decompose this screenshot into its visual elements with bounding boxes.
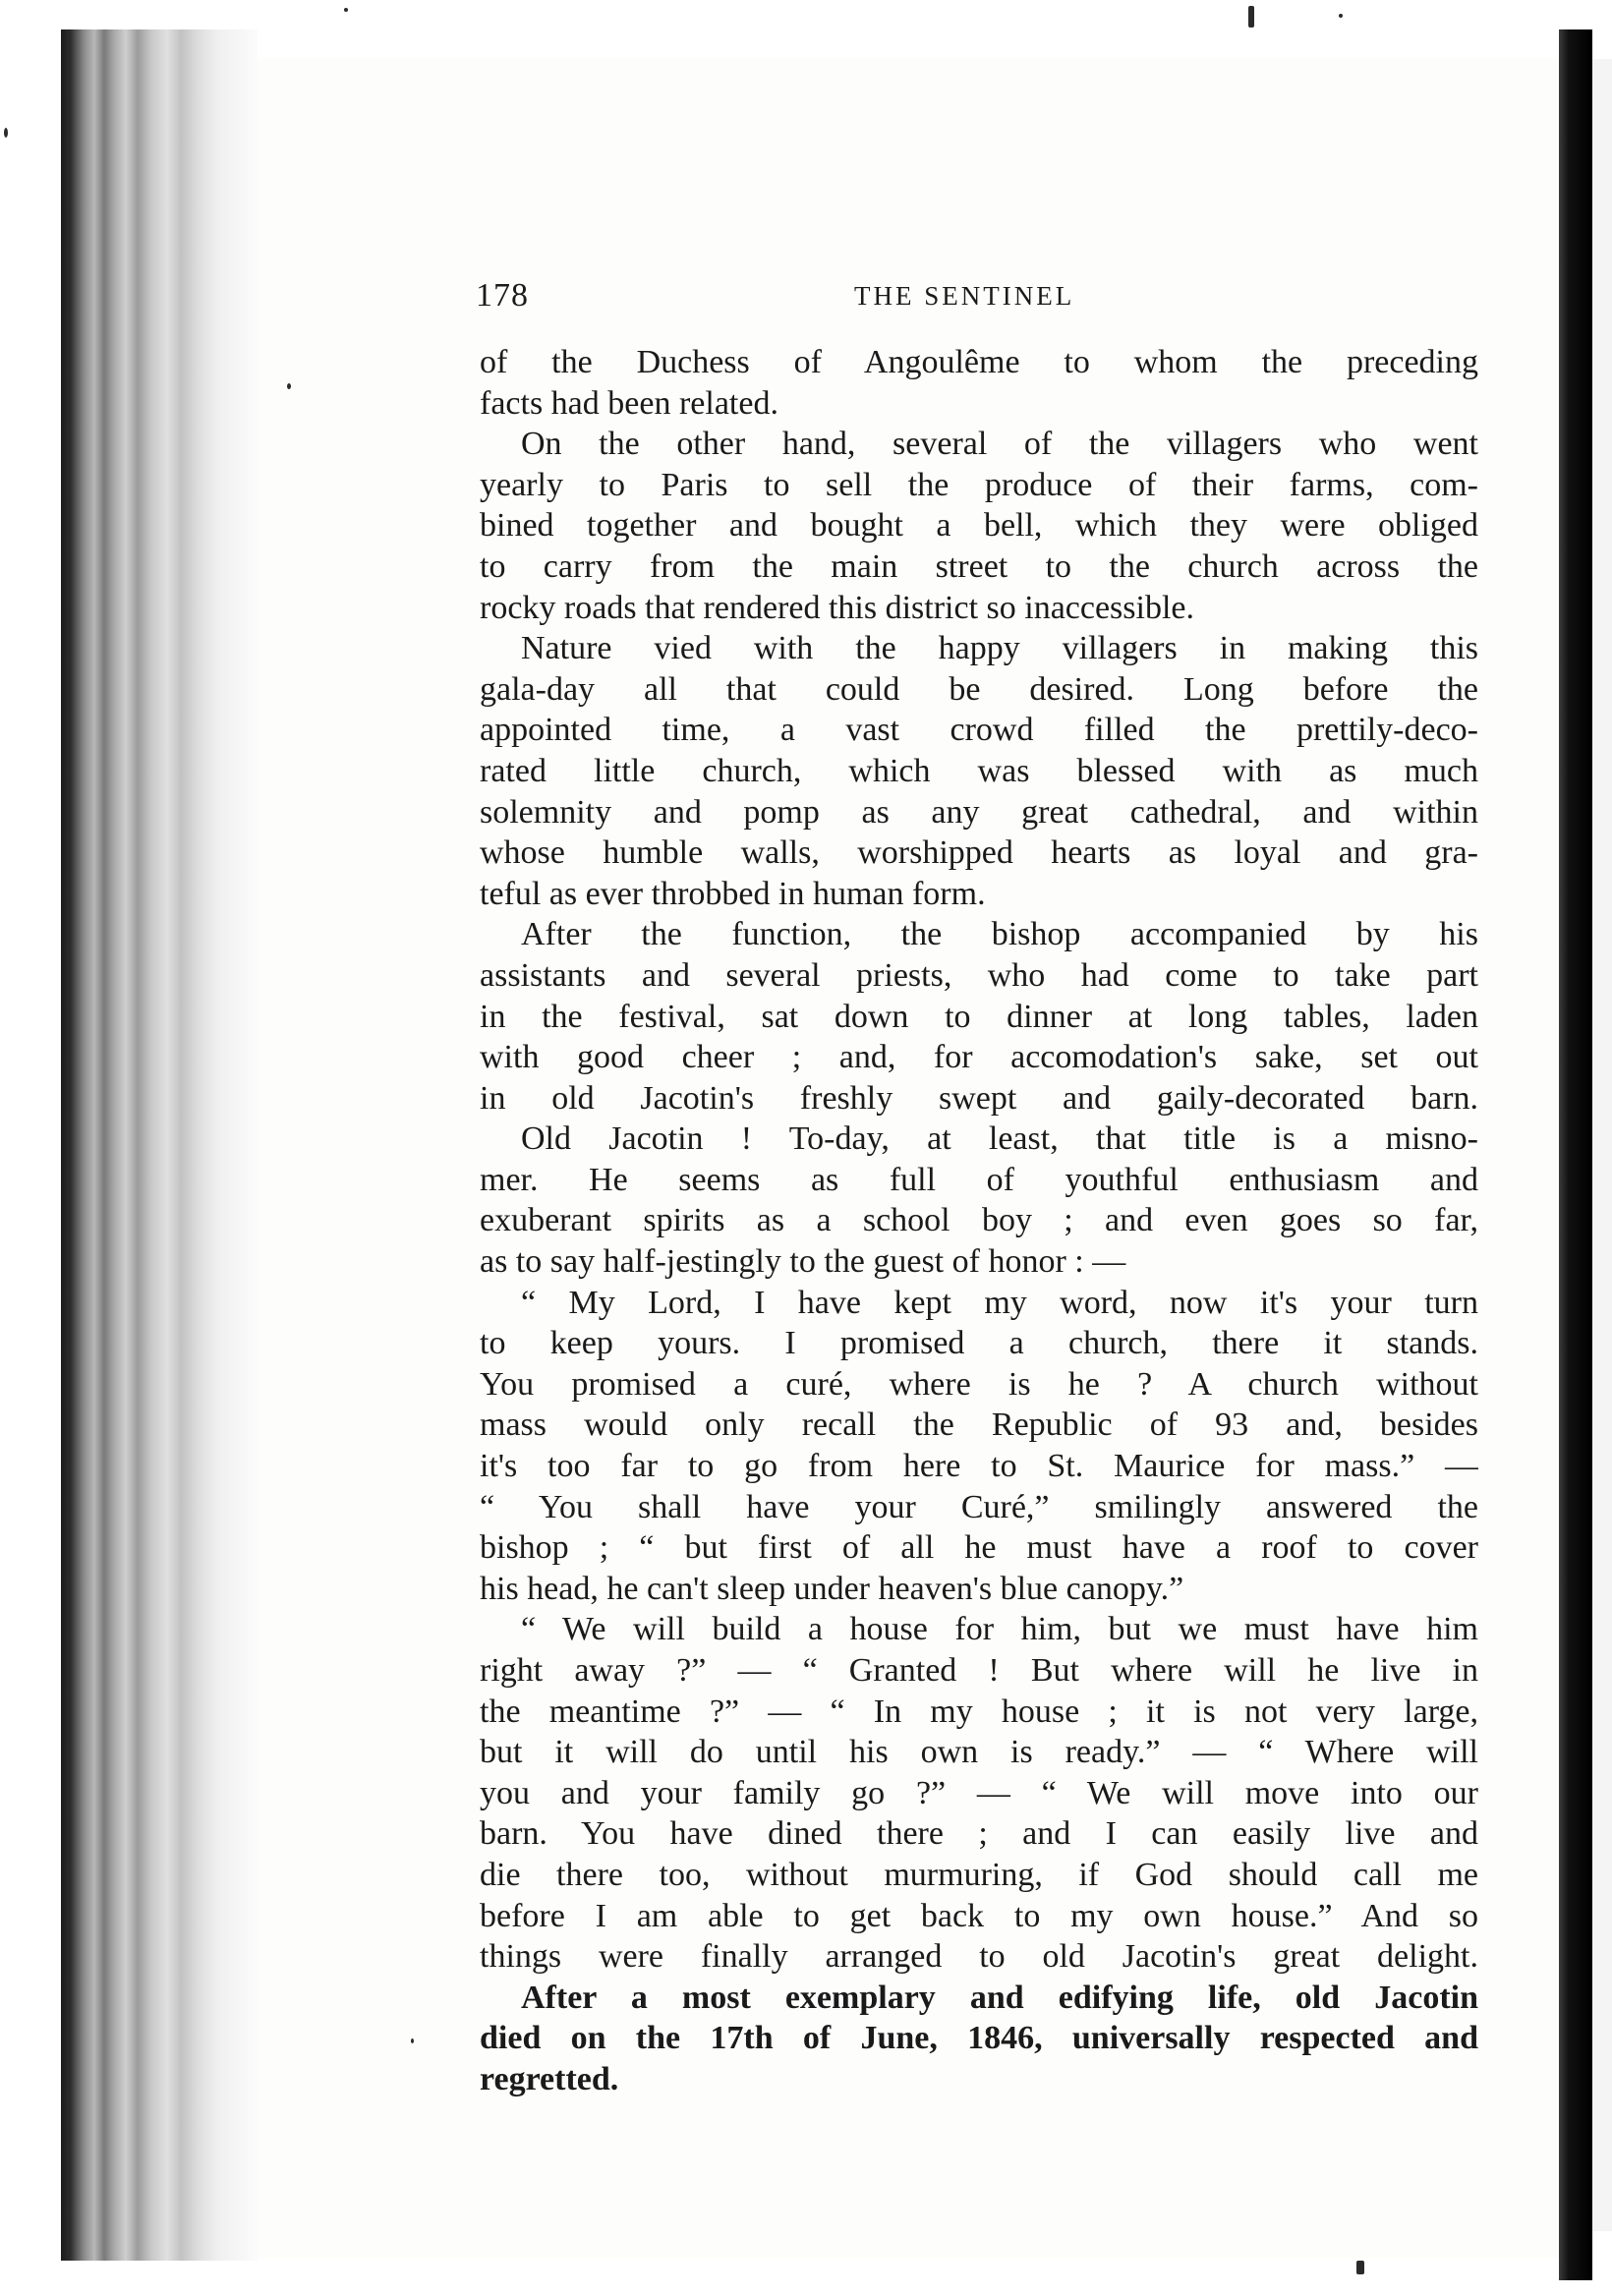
text-line: “ You shall have your Curé,” smilingly answered the [480, 1488, 1478, 1525]
book-page-edges [61, 29, 258, 2261]
text-line: “ My Lord, I have kept my word, now it's your turn [521, 1284, 1478, 1321]
text-line: but it will do until his own is ready.” — “ Where will [480, 1734, 1478, 1771]
text-line: facts had been related. [480, 384, 778, 422]
text-line: regretted. [480, 2060, 619, 2097]
text-line: rocky roads that rendered this district so inaccessible. [480, 589, 1194, 626]
text-line: solemnity and pomp as any great cathedral, and within [480, 793, 1478, 831]
text-line: exuberant spirits as a school boy ; and even goes so far, [480, 1202, 1478, 1239]
text-line: Nature vied with the happy villagers in making this [521, 630, 1478, 667]
text-line: things were finally arranged to old Jacotin's great delight. [480, 1938, 1478, 1976]
page-number: 178 [476, 277, 529, 314]
text-line: appointed time, a vast crowd filled the prettily-deco- [480, 712, 1478, 749]
text-line: as to say half-jestingly to the guest of honor : — [480, 1243, 1126, 1281]
text-line: rated little church, which was blessed with as much [480, 752, 1478, 789]
text-line: whose humble walls, worshipped hearts as loyal and gra- [480, 834, 1478, 872]
text-line: die there too, without murmuring, if God should call me [480, 1856, 1478, 1893]
text-line: On the other hand, several of the villagers who went [521, 426, 1478, 463]
text-line: his head, he can't sleep under heaven's blue canopy.” [480, 1570, 1184, 1607]
scan-speck [287, 383, 291, 389]
text-line: mer. He seems as full of youthful enthusiasm and [480, 1161, 1478, 1198]
text-line: teful as ever throbbed in human form. [480, 875, 986, 912]
text-line: After a most exemplary and edifying life, old Jacotin [521, 1979, 1478, 2016]
scan-margin-left [0, 0, 61, 2296]
text-line: the meantime ?” — “ In my house ; it is not very large, [480, 1693, 1478, 1730]
text-line: bined together and bought a bell, which they were obliged [480, 507, 1478, 545]
text-line: to carry from the main street to the church across the [480, 547, 1478, 585]
text-line: in old Jacotin's freshly swept and gaily-decorated barn. [480, 1079, 1478, 1117]
text-line: of the Duchess of Angoulême to whom the preceding [480, 344, 1478, 380]
scan-speck [4, 128, 8, 138]
running-title: THE SENTINEL [854, 281, 1075, 311]
page-header [476, 277, 1478, 316]
text-line: bishop ; “ but first of all he must have a roof to cover [480, 1529, 1478, 1567]
text-line: to keep yours. I promised a church, there it stands. [480, 1325, 1478, 1362]
text-line: yearly to Paris to sell the produce of their farms, com- [480, 466, 1478, 503]
text-line: right away ?” — “ Granted ! But where will he live in [480, 1652, 1478, 1689]
text-line: it's too far to go from here to St. Maurice for mass.” — [480, 1448, 1478, 1485]
text-line: before I am able to get back to my own house.” And so [480, 1897, 1478, 1934]
text-line: you and your family go ?” — “ We will move into our [480, 1774, 1478, 1811]
scan-speck [1339, 14, 1343, 18]
text-line: with good cheer ; and, for accomodation's sake, set out [480, 1039, 1478, 1076]
text-line: Old Jacotin ! To-day, at least, that title is a misno- [521, 1120, 1478, 1158]
book-gutter-shadow [1559, 29, 1592, 2280]
body-text [480, 342, 1478, 2100]
text-line: gala-day all that could be desired. Long before the [480, 670, 1478, 708]
text-line: in the festival, sat down to dinner at long tables, laden [480, 998, 1478, 1035]
scan-speck [411, 2038, 414, 2043]
scan-speck [1248, 6, 1254, 28]
text-line: died on the 17th of June, 1846, universally respected and [480, 2020, 1478, 2057]
text-line: After the function, the bishop accompanied by his [521, 916, 1478, 953]
scan-speck [1356, 2261, 1364, 2274]
text-line: mass would only recall the Republic of 93 and, besides [480, 1406, 1478, 1444]
text-line: assistants and several priests, who had come to take part [480, 956, 1478, 994]
text-line: “ We will build a house for him, but we must have him [521, 1611, 1478, 1648]
text-line: barn. You have dined there ; and I can easily live and [480, 1815, 1478, 1853]
scan-speck [344, 8, 348, 12]
text-line: You promised a curé, where is he ? A church without [480, 1365, 1478, 1403]
